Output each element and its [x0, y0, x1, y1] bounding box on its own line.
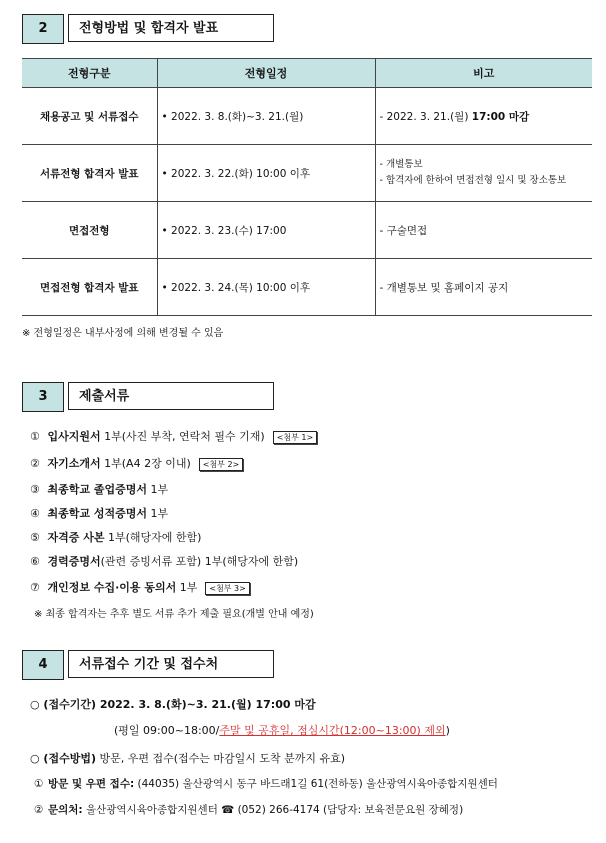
attachment-tag: <첨부 1>	[273, 431, 318, 444]
stage-cell: 면접전형	[22, 202, 157, 259]
contact-label: 문의처:	[48, 804, 83, 816]
contact-line	[34, 802, 463, 817]
table-row	[22, 88, 592, 145]
item-marker: ②	[34, 804, 44, 816]
date-cell: • 2022. 3. 22.(화) 10:00 이후	[157, 145, 375, 202]
note-text: - 2022. 3. 21.(월)	[379, 110, 472, 123]
item-marker: ⑥	[30, 555, 40, 568]
application-period: ○ (접수기간) 2022. 3. 8.(화)~3. 21.(월) 17:00 마감	[30, 698, 316, 711]
doc-name: 최종학교 졸업증명서	[47, 483, 147, 496]
note-text: - 개별통보	[379, 159, 423, 170]
schedule-footnote: ※ 전형일정은 내부사정에 의해 변경될 수 있음	[22, 328, 224, 339]
doc-detail: 1부(해당자에 한함)	[104, 531, 202, 544]
date-cell: • 2022. 3. 23.(수) 17:00	[157, 202, 375, 259]
section-title: 서류접수 기간 및 접수처	[68, 650, 274, 678]
note-cell: - 구술면접	[375, 202, 592, 259]
list-item	[30, 455, 243, 471]
attachment-tag: <첨부 2>	[199, 458, 244, 471]
item-marker: ⑤	[30, 531, 40, 544]
section-number: 4	[22, 650, 64, 680]
address-line	[34, 776, 498, 791]
doc-name: 경력증명서	[47, 555, 101, 568]
address-label: 방문 및 우편 접수:	[48, 778, 135, 790]
period-detail-text: (평일 09:00~18:00/	[114, 724, 220, 737]
stage-cell: 채용공고 및 서류접수	[22, 88, 157, 145]
list-item	[30, 481, 168, 497]
table-header-row	[22, 59, 592, 88]
list-item	[30, 553, 298, 569]
doc-detail: 1부	[146, 483, 169, 496]
doc-name: 개인정보 수집·이용 동의서	[47, 581, 177, 594]
period-excluded-text: 주말 및 공휴일, 점심시간(12:00~13:00) 제외	[219, 724, 446, 737]
column-header: 비고	[375, 59, 592, 88]
schedule-table	[22, 58, 592, 316]
section-title: 전형방법 및 합격자 발표	[68, 14, 274, 42]
section-number: 2	[22, 14, 64, 44]
method-label: ○ (접수방법)	[30, 752, 96, 765]
table-row	[22, 145, 592, 202]
doc-detail: 1부	[176, 581, 198, 594]
doc-name: 입사지원서	[47, 430, 101, 443]
column-header: 전형구분	[22, 59, 157, 88]
application-period-detail	[114, 722, 450, 738]
doc-name: 자격증 사본	[47, 531, 105, 544]
note-cell	[375, 88, 592, 145]
item-marker: ①	[34, 778, 44, 790]
attachment-tag: <첨부 3>	[205, 582, 250, 595]
column-header: 전형일정	[157, 59, 375, 88]
doc-detail: (관련 증빙서류 포함) 1부(해당자에 한함)	[100, 555, 299, 568]
date-cell: • 2022. 3. 24.(목) 10:00 이후	[157, 259, 375, 316]
stage-cell: 서류전형 합격자 발표	[22, 145, 157, 202]
list-item	[30, 529, 201, 545]
note-bold-text: 17:00 마감	[471, 110, 530, 123]
application-method	[30, 750, 345, 766]
list-item	[30, 579, 250, 595]
doc-name: 자기소개서	[47, 457, 101, 470]
note-text: - 합격자에 한하여 면접전형 일시 및 장소통보	[379, 175, 567, 186]
stage-cell: 면접전형 합격자 발표	[22, 259, 157, 316]
address-text: (44035) 울산광역시 동구 바드래1길 61(전하동) 울산광역시육아종합지원센터	[134, 778, 498, 790]
table-row	[22, 259, 592, 316]
item-marker: ⑦	[30, 581, 40, 594]
doc-detail: 1부(사진 부착, 연락처 필수 기재)	[100, 430, 265, 443]
list-item	[30, 505, 168, 521]
table-row	[22, 202, 592, 259]
doc-detail: 1부(A4 2장 이내)	[100, 457, 191, 470]
note-cell: - 개별통보 및 홈페이지 공지	[375, 259, 592, 316]
item-marker: ③	[30, 483, 40, 496]
section-number: 3	[22, 382, 64, 412]
item-marker: ②	[30, 457, 40, 470]
doc-detail: 1부	[146, 507, 169, 520]
contact-text: 울산광역시육아종합지원센터 ☎ (052) 266-4174 (담당자: 보육전문요원 장혜정)	[82, 804, 464, 816]
method-text: 방문, 우편 접수(접수는 마감일시 도착 분까지 유효)	[96, 752, 346, 765]
date-cell: • 2022. 3. 8.(화)~3. 21.(월)	[157, 88, 375, 145]
documents-footnote: ※ 최종 합격자는 추후 별도 서류 추가 제출 필요(개별 안내 예정)	[34, 609, 314, 620]
period-detail-close: )	[445, 724, 450, 737]
section-title: 제출서류	[68, 382, 274, 410]
doc-name: 최종학교 성적증명서	[47, 507, 147, 520]
item-marker: ①	[30, 430, 40, 443]
list-item	[30, 428, 317, 444]
item-marker: ④	[30, 507, 40, 520]
note-cell	[375, 145, 592, 202]
